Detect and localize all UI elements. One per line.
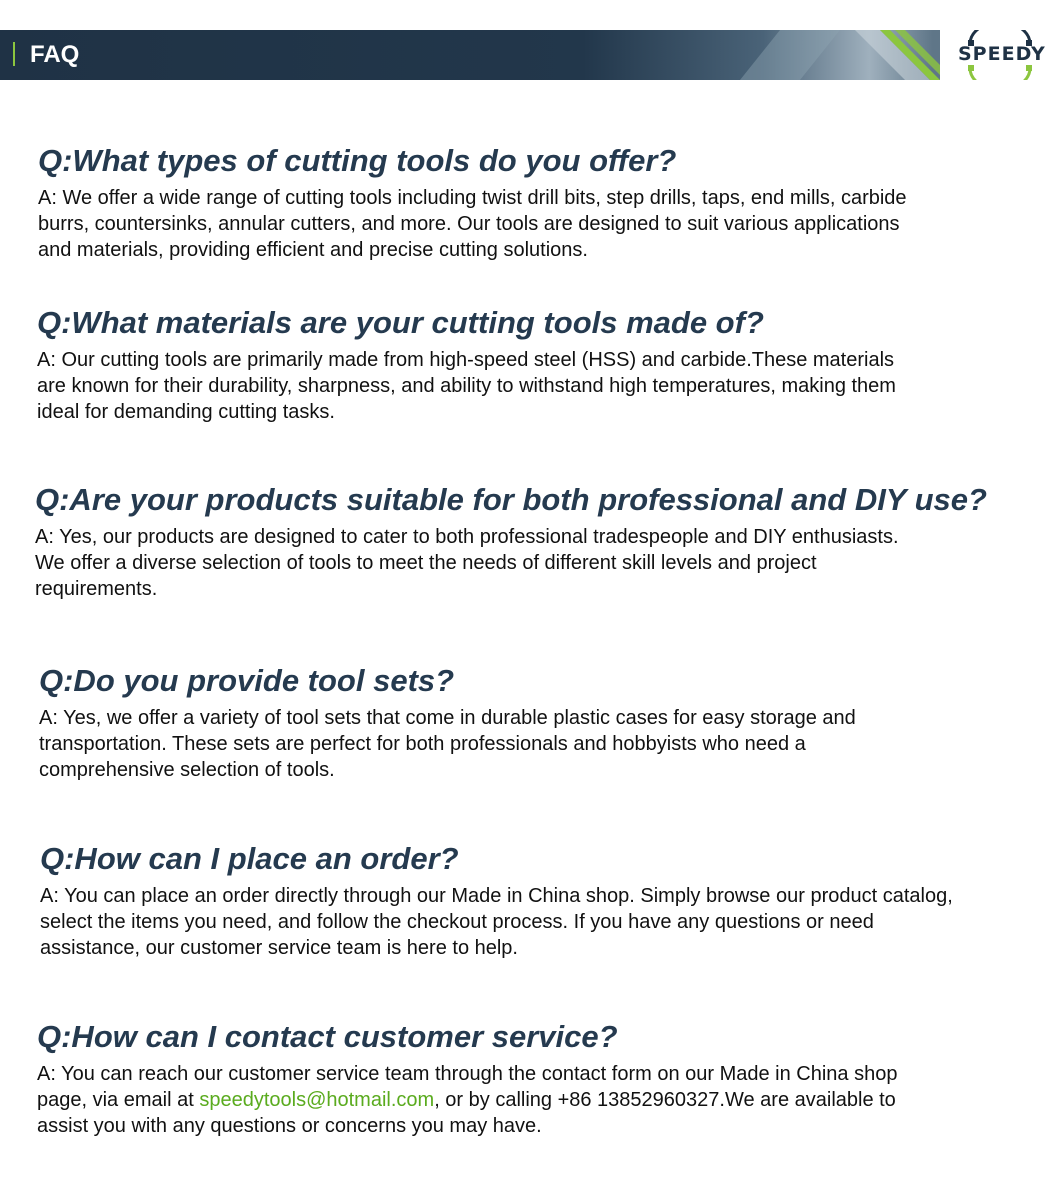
faq-item <box>38 143 998 263</box>
faq-answer: A: We offer a wide range of cutting tools including twist drill bits, step drills, taps, end mills, carbide burrs, countersinks, annular cutters, and more. Our tools are designed to suit various applications and materials, providing efficient and precise cutting solutions. <box>38 187 907 261</box>
faq-item <box>37 1019 997 1139</box>
faq-question: Q:How can I place an order? <box>40 841 459 876</box>
faq-answer-text: A: You can reach our customer service team through the contact form on our Made in China shop page, via email at <box>37 1063 898 1111</box>
faq-question: Q:Are your products suitable for both professional and DIY use? <box>35 482 987 517</box>
faq-answer: A: Yes, we offer a variety of tool sets that come in durable plastic cases for easy storage and transportation. These sets are perfect for both professionals and hobbyists who need a comprehensive selection of tools. <box>39 707 856 781</box>
speedy-logo <box>940 30 1060 80</box>
faq-item <box>35 482 1055 602</box>
faq-answer: A: You can place an order directly through our Made in China shop. Simply browse our product catalog, select the items you need, and follow the checkout process. If you have any questions or need assistance, our customer service team is here to help. <box>40 885 953 959</box>
faq-question: Q:What types of cutting tools do you offer? <box>38 143 677 178</box>
faq-question: Q:Do you provide tool sets? <box>39 663 455 698</box>
faq-answer: A: Our cutting tools are primarily made from high-speed steel (HSS) and carbide.These materials are known for their durability, sharpness, and ability to withstand high temperatures, making them ideal for demanding cutting tasks. <box>37 349 896 423</box>
logo-wordmark: SPEEDY <box>958 43 1046 65</box>
faq-item <box>40 841 1000 961</box>
page-title: FAQ <box>30 41 80 68</box>
faq-answer: A: Yes, our products are designed to cater to both professional tradespeople and DIY enthusiasts. We offer a diverse selection of tools to meet the needs of different skill levels and project requirements. <box>35 526 899 600</box>
email-link[interactable]: speedytools@hotmail.com <box>199 1089 435 1111</box>
faq-item <box>39 663 999 783</box>
header-background-graphic <box>0 30 1060 80</box>
faq-item <box>37 305 997 425</box>
faq-question: Q:What materials are your cutting tools made of? <box>37 305 764 340</box>
faq-answer-text: , or by calling +86 13852960327.We are available to assist you with any questions or concerns you may have. <box>37 1089 896 1137</box>
faq-answer <box>37 1061 922 1139</box>
faq-header-bar <box>0 30 1060 80</box>
faq-question: Q:How can I contact customer service? <box>37 1019 618 1054</box>
header-accent-line <box>13 42 15 66</box>
